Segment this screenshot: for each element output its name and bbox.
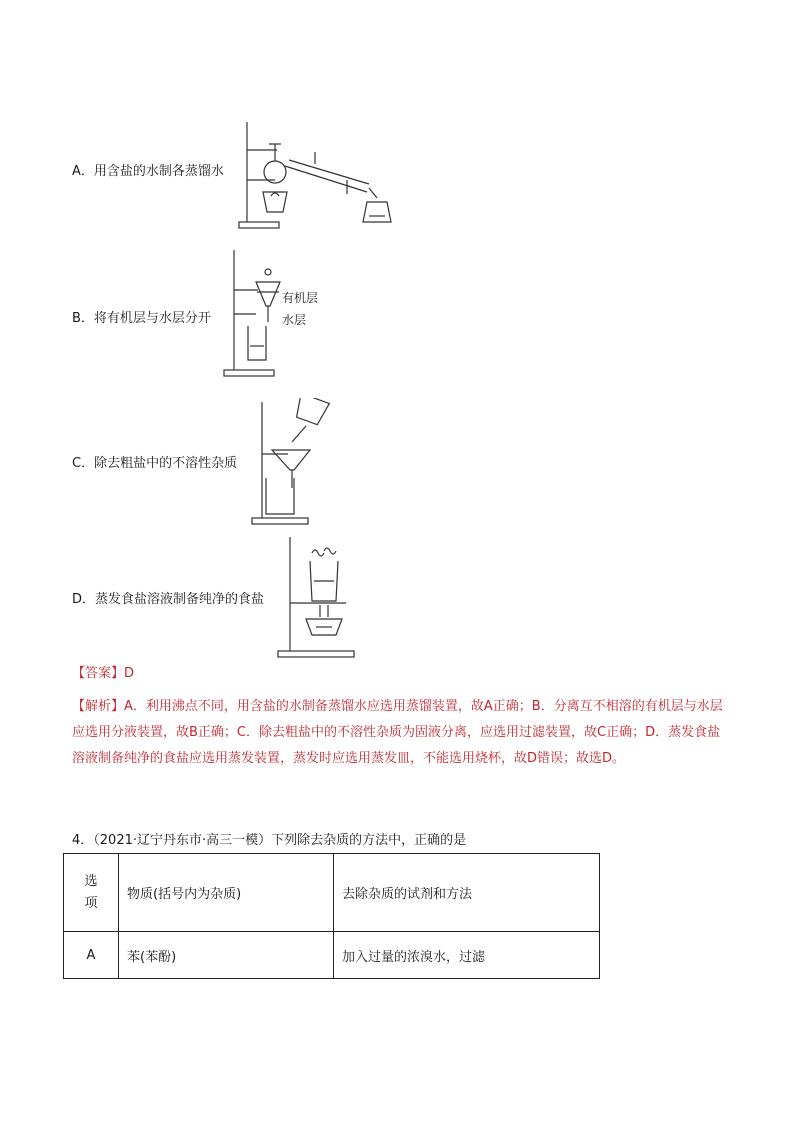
impurity-removal-table (63, 853, 600, 979)
option-c-label: C．除去粗盐中的不溶性杂质 (72, 456, 238, 471)
explanation (72, 694, 724, 772)
water-layer-label: 水层 (282, 313, 307, 327)
header-method-cell: 去除杂质的试剂和方法 (334, 854, 600, 932)
organic-layer-label: 有机层 (282, 291, 319, 305)
header-option-cell (64, 854, 119, 932)
header-option-line2: 项 (84, 895, 98, 911)
row-option-cell: A (64, 932, 119, 979)
row-method-cell: 加入过量的浓溴水，过滤 (334, 932, 600, 979)
option-d-label: D．蒸发食盐溶液制备纯净的食盐 (72, 592, 265, 607)
header-substance-cell: 物质(括号内为杂质) (119, 854, 334, 932)
explanation-tag: 【解析】 (72, 699, 125, 714)
answer-tag: 【答案】 (72, 666, 125, 681)
explanation-text: A．利用沸点不同，用含盐的水制备蒸馏水应选用蒸馏装置，故A正确；B．分离互不相溶的有机层与水层应选用分液装置，故B正确；C．除去粗盐中的不溶性杂质为固液分离，应选用过滤装置，故C正确；D．蒸发食盐溶液制备纯净的食盐应选用蒸发装置，蒸发时应选用蒸发皿，不能选用烧杯，故D错误；故选D。 (72, 699, 723, 766)
header-option-line1: 选 (84, 873, 98, 889)
option-a-label: A．用含盐的水制各蒸馏水 (72, 164, 224, 179)
filtration-apparatus-figure (248, 398, 338, 526)
question-4-stem: 4．（2021·辽宁丹东市·高三一模）下列除去杂质的方法中，正确的是 (72, 833, 467, 848)
table-row (64, 932, 600, 979)
option-b-label: B．将有机层与水层分开 (72, 311, 211, 326)
answer-line (72, 662, 134, 681)
distillation-apparatus-figure (237, 122, 397, 232)
evaporation-apparatus-figure (276, 537, 362, 659)
answer-value: D (124, 666, 135, 681)
row-substance-cell: 苯(苯酚) (119, 932, 334, 979)
table-header-row (64, 854, 600, 932)
